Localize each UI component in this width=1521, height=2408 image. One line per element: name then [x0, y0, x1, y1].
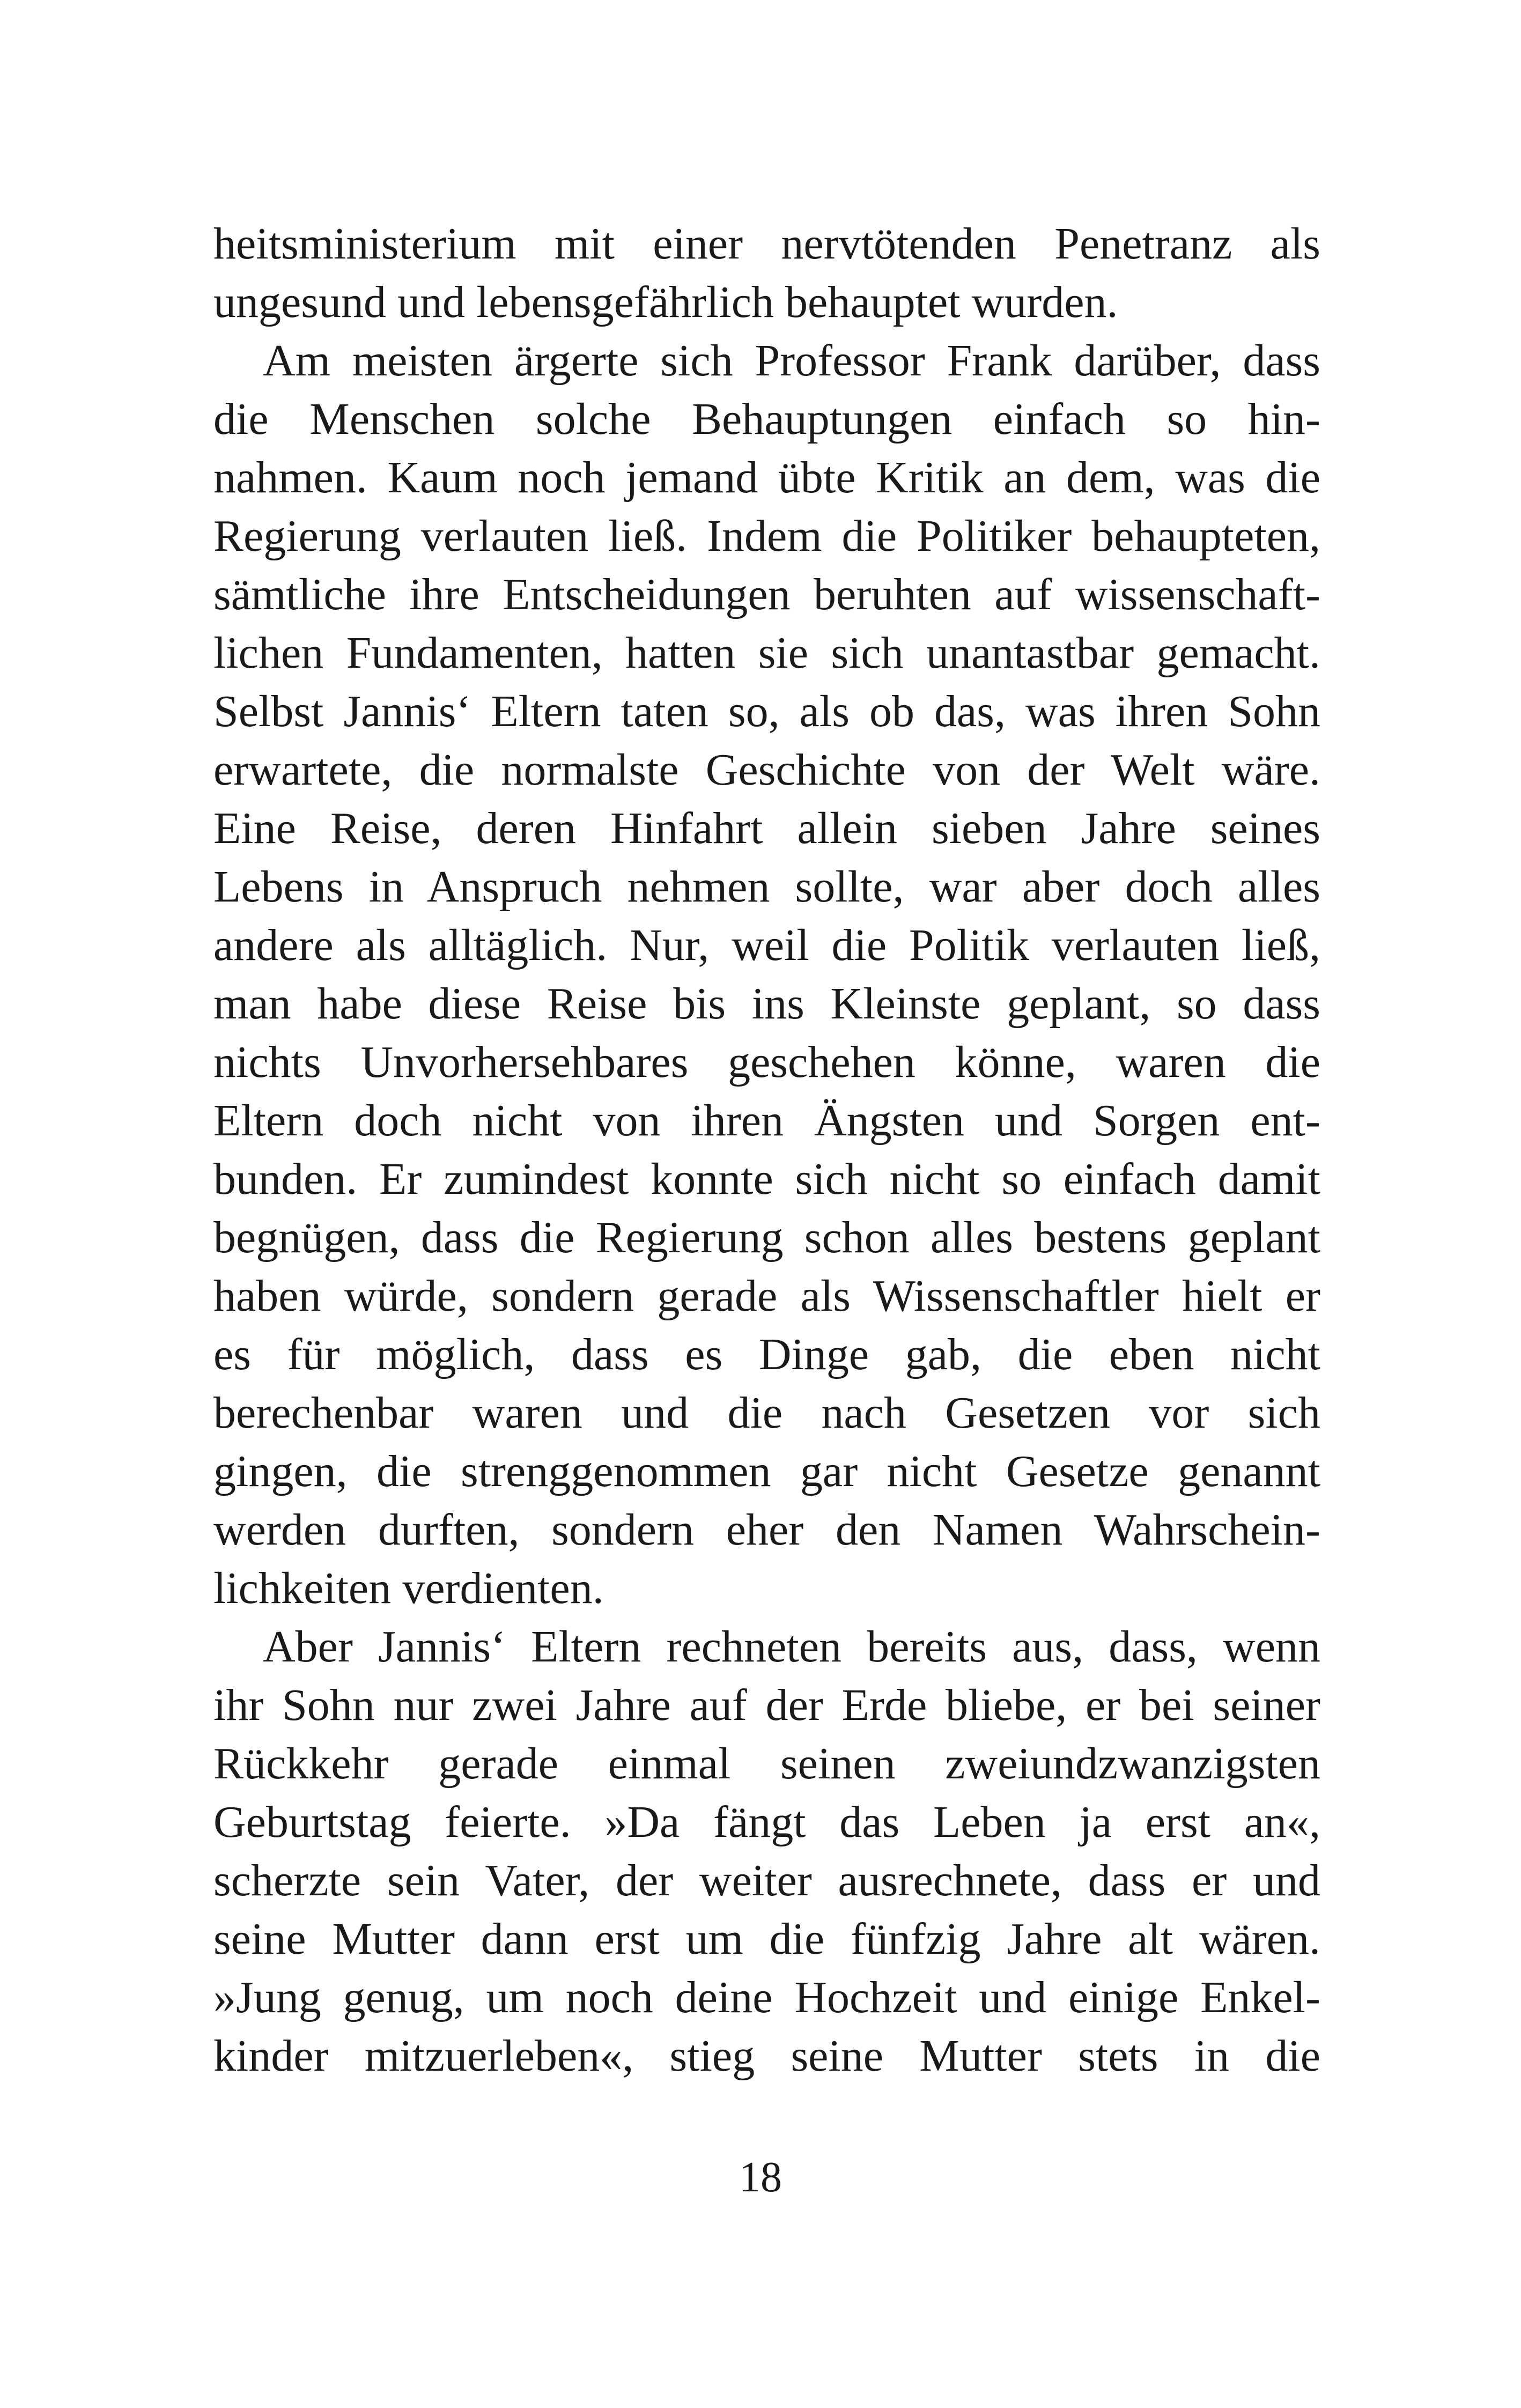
text-line: werden durften, sondern eher den Namen Wahrschein- — [213, 1505, 1320, 1555]
page-number: 18 — [739, 2154, 782, 2201]
paragraph-3 — [213, 1617, 1320, 2085]
text-line: Eine Reise, deren Hinfahrt allein sieben Jahre seines — [213, 803, 1320, 853]
text-line: andere als alltäglich. Nur, weil die Politik verlauten ließ, — [213, 920, 1320, 970]
text-line: lichkeiten verdienten. — [213, 1563, 604, 1613]
text-line: bunden. Er zumindest konnte sich nicht so einfach damit — [213, 1154, 1320, 1204]
text-line: es für möglich, dass es Dinge gab, die eben nicht — [213, 1329, 1320, 1379]
text-line: Eltern doch nicht von ihren Ängsten und Sorgen ent- — [213, 1096, 1320, 1146]
text-line: Geburtstag feierte. »Da fängt das Leben ja erst an«, — [213, 1797, 1320, 1847]
text-line: kinder mitzuerleben«, stieg seine Mutter stets in die — [213, 2031, 1320, 2081]
text-line: seine Mutter dann erst um die fünfzig Jahre alt wären. — [213, 1914, 1320, 1964]
text-line: Regierung verlauten ließ. Indem die Politiker behaupteten, — [213, 511, 1320, 561]
text-line: Lebens in Anspruch nehmen sollte, war aber doch alles — [213, 862, 1320, 912]
text-line: nichts Unvorhersehbares geschehen könne, waren die — [213, 1037, 1320, 1087]
text-line: nahmen. Kaum noch jemand übte Kritik an dem, was die — [213, 453, 1320, 503]
text-line: scherzte sein Vater, der weiter ausrechnete, dass er und — [213, 1856, 1320, 1905]
text-line: ihr Sohn nur zwei Jahre auf der Erde bliebe, er bei seiner — [213, 1680, 1320, 1730]
paragraph-2 — [213, 331, 1320, 1617]
text-line: Selbst Jannis‘ Eltern taten so, als ob das, was ihren Sohn — [213, 686, 1320, 736]
text-line: Rückkehr gerade einmal seinen zweiundzwanzigsten — [213, 1739, 1320, 1789]
text-line: erwartete, die normalste Geschichte von der Welt wäre. — [213, 745, 1320, 795]
text-line: gingen, die strenggenommen gar nicht Gesetze genannt — [213, 1446, 1320, 1496]
text-line: die Menschen solche Behauptungen einfach so hin- — [213, 394, 1320, 444]
text-line: »Jung genug, um noch deine Hochzeit und einige Enkel- — [213, 1973, 1320, 2022]
text-line: begnügen, dass die Regierung schon alles bestens geplant — [213, 1213, 1320, 1262]
text-line: heitsministerium mit einer nervtötenden Penetranz als — [213, 219, 1320, 269]
text-line: berechenbar waren und die nach Gesetzen vor sich — [213, 1388, 1320, 1438]
text-line: man habe diese Reise bis ins Kleinste geplant, so dass — [213, 979, 1320, 1029]
paragraph-1 — [213, 215, 1320, 331]
text-line: sämtliche ihre Entscheidungen beruhten auf wissenschaft- — [213, 570, 1320, 619]
body-text — [213, 215, 1320, 2085]
text-line: haben würde, sondern gerade als Wissenschaftler hielt er — [213, 1271, 1320, 1321]
text-line: Aber Jannis‘ Eltern rechneten bereits aus, dass, wenn — [263, 1622, 1320, 1672]
text-line: ungesund und lebensgefährlich behauptet wurden. — [213, 277, 1118, 327]
text-line: Am meisten ärgerte sich Professor Frank darüber, dass — [263, 336, 1320, 386]
text-line: lichen Fundamenten, hatten sie sich unantastbar gemacht. — [213, 628, 1320, 678]
